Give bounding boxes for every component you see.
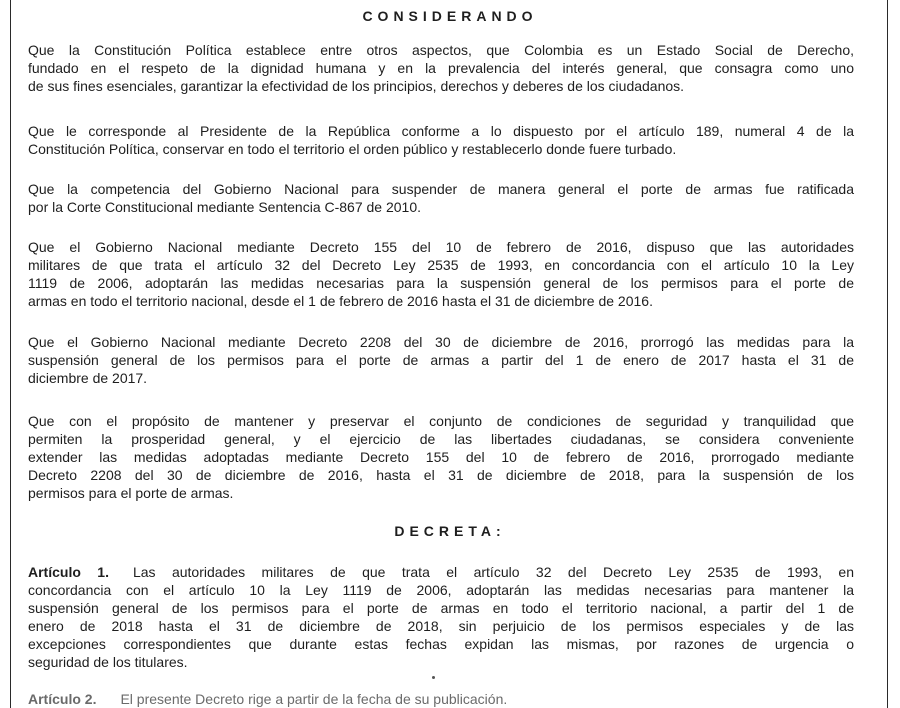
text-line: Que la competencia del Gobierno Nacional para suspender de manera general el porte de armas fue ratificada xyxy=(28,181,854,197)
text-line: concordancia con el artículo 10 la Ley 1119 de 2006, adoptarán las medidas necesarias para mantener la xyxy=(28,582,854,598)
article-2 xyxy=(28,690,854,708)
text-line: extender las medidas adoptadas mediante Decreto 155 del 10 de febrero de 2016, prorrogado mediante xyxy=(28,449,854,465)
paragraph-1 xyxy=(28,41,854,95)
text-line: por la Corte Constitucional mediante Sentencia C-867 de 2010. xyxy=(28,199,422,215)
text-line: Que el Gobierno Nacional mediante Decreto 155 del 10 de febrero de 2016, dispuso que las autoridades xyxy=(28,239,854,255)
paragraph-3 xyxy=(28,180,854,216)
text-line: armas en todo el territorio nacional, desde el 1 de febrero de 2016 hasta el 31 de diciembre de 2016. xyxy=(28,293,653,309)
text-line: Que el Gobierno Nacional mediante Decreto 2208 del 30 de diciembre de 2016, prorrogó las medidas para la xyxy=(28,334,854,350)
paragraph-2 xyxy=(28,122,854,158)
text-line: permisos para el porte de armas. xyxy=(28,485,234,501)
article-1-label: Artículo 1. xyxy=(28,564,109,580)
paragraph-6 xyxy=(28,412,854,502)
considerando-heading: CONSIDERANDO xyxy=(362,8,538,24)
text-line: Decreto 2208 del 30 de diciembre de 2016, hasta el 31 de diciembre de 2018, para la suspensión de los xyxy=(28,467,854,483)
article-2-text: El presente Decreto rige a partir de la fecha de su publicación. xyxy=(120,691,508,707)
decreta-heading: DECRETA: xyxy=(394,523,506,539)
text-line: fundado en el respeto de la dignidad humana y en la prevalencia del interés general, que consagra como uno xyxy=(28,60,854,76)
text-line: Que le corresponde al Presidente de la República conforme a lo dispuesto por el artículo 189, numeral 4 de la xyxy=(28,123,854,139)
article-1-first-line xyxy=(28,563,854,581)
text-line: 1119 de 2006, adoptarán las medidas necesarias para la suspensión general de los permisos para el porte de xyxy=(28,275,854,291)
text-line: Que con el propósito de mantener y preservar el conjunto de condiciones de seguridad y tranquilidad que xyxy=(28,413,854,429)
text-line: diciembre de 2017. xyxy=(28,370,148,386)
text-line: suspensión general de los permisos para el porte de armas en todo el territorio nacional, a partir del 1 de xyxy=(28,600,854,616)
text-line: enero de 2018 hasta el 31 de diciembre de 2018, sin perjuicio de los permisos especiales y de las xyxy=(28,618,854,634)
paragraph-5 xyxy=(28,333,854,387)
article-1 xyxy=(28,563,854,671)
text-line: militares de que trata el artículo 32 del Decreto Ley 2535 de 1993, en concordancia con el artículo 10 la Ley xyxy=(28,257,854,273)
text-line: excepciones correspondientes que durante estas fechas expidan las mismas, por razones de urgencia o xyxy=(28,636,854,652)
text-line: suspensión general de los permisos para el porte de armas a partir del 1 de enero de 2017 hasta el 31 de xyxy=(28,352,854,368)
article-2-line xyxy=(28,690,854,708)
text-line: seguridad de los titulares. xyxy=(28,654,188,670)
text-line: Que la Constitución Política establece entre otros aspectos, que Colombia es un Estado Social de Derecho, xyxy=(28,42,854,58)
paragraph-4 xyxy=(28,238,854,310)
article-2-label: Artículo 2. xyxy=(28,691,97,707)
text-line: permiten la prosperidad general, y el ejercicio de las libertades ciudadanas, se considera conveniente xyxy=(28,431,854,447)
scan-speck xyxy=(432,676,435,679)
text-line: Constitución Política, conservar en todo el territorio el orden público y restablecerlo donde fuere turbado. xyxy=(28,141,677,157)
article-1-text: Las autoridades militares de que trata el artículo 32 del Decreto Ley 2535 de 1993, en xyxy=(132,564,854,580)
text-line: de sus fines esenciales, garantizar la efectividad de los principios, derechos y deberes de los ciudadanos. xyxy=(28,78,685,94)
